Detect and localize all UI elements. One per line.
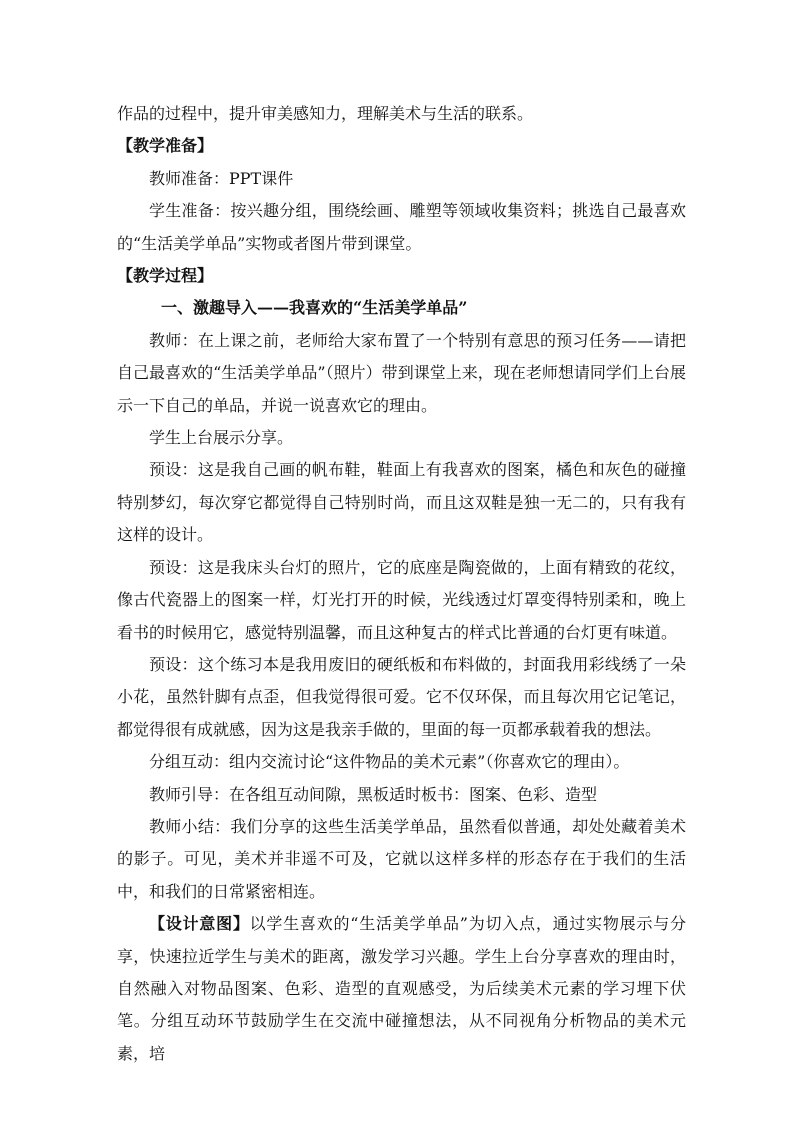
document-body (117, 98, 686, 1070)
paragraph-goal-continuation: 作品的过程中，提升审美感知力，理解美术与生活的联系。 (117, 104, 534, 123)
paragraph-preset-notebook: 预设：这个练习本是我用废旧的硬纸板和布料做的，封面我用彩线绣了一朵小花，虽然针脚有点歪，但我觉得很可爱。它不仅环保，而且每次用它记笔记，都觉得很有成就感，因为这是我亲手做的，里面的每一页都承载着我的想法。 (117, 654, 686, 739)
paragraph-preset-lamp: 预设：这是我床头台灯的照片，它的底座是陶瓷做的，上面有精致的花纹，像古代瓷器上的图案一样，灯光打开的时候，光线透过灯罩变得特别柔和，晚上看书的时候用它，感觉特别温馨，而且这种复古的样式比普通的台灯更有味道。 (117, 557, 686, 642)
section-heading-preparation: 【教学准备】 (117, 136, 214, 156)
paragraph-teacher-preparation: 教师准备：PPT课件 (149, 168, 294, 188)
subsection-heading-intro: 一、激趣导入——我喜欢的“生活美学单品” (161, 298, 468, 318)
paragraph-teacher-summary: 教师小结：我们分享的这些生活美学单品，虽然看似普通，却处处藏着美术的影子。可见，美术并非遥不可及，它就以这样多样的形态存在于我们的生活中，和我们的日常紧密相连。 (117, 816, 686, 901)
paragraph-design-intent (117, 908, 686, 1070)
design-intent-label: 【设计意图】 (149, 914, 250, 934)
paragraph-teacher-guidance: 教师引导：在各组互动间隙，黑板适时板书：图案、色彩、造型 (149, 784, 598, 804)
paragraph-teacher-intro: 教师：在上课之前，老师给大家布置了一个特别有意思的预习任务——请把自己最喜欢的“生活美学单品”（照片）带到课堂上来，现在老师想请同学们上台展示一下自己的单品，并说一说喜欢它的理由。 (117, 330, 686, 415)
paragraph-student-share: 学生上台展示分享。 (149, 428, 294, 448)
paragraph-preset-shoes: 预设：这是我自己画的帆布鞋，鞋面上有我喜欢的图案，橘色和灰色的碰撞特别梦幻，每次穿它都觉得自己特别时尚，而且这双鞋是独一无二的，只有我有这样的设计。 (117, 460, 686, 545)
section-heading-process: 【教学过程】 (117, 266, 214, 286)
paragraph-group-interaction: 分组互动：组内交流讨论“这件物品的美术元素”（你喜欢它的理由）。 (149, 752, 630, 772)
design-intent-body: 以学生喜欢的“生活美学单品”为切入点，通过实物展示与分享，快速拉近学生与美术的距离，激发学习兴趣。学生上台分享喜欢的理由时，自然融入对物品图案、色彩、造型的直观感受，为后续美术元素的学习埋下伏笔。分组互动环节鼓励学生在交流中碰撞想法，从不同视角分析物品的美术元素，培 (117, 914, 686, 1063)
paragraph-student-preparation: 学生准备：按兴趣分组，围绕绘画、雕塑等领域收集资料；挑选自己最喜欢的“生活美学单品”实物或者图片带到课堂。 (117, 201, 686, 253)
